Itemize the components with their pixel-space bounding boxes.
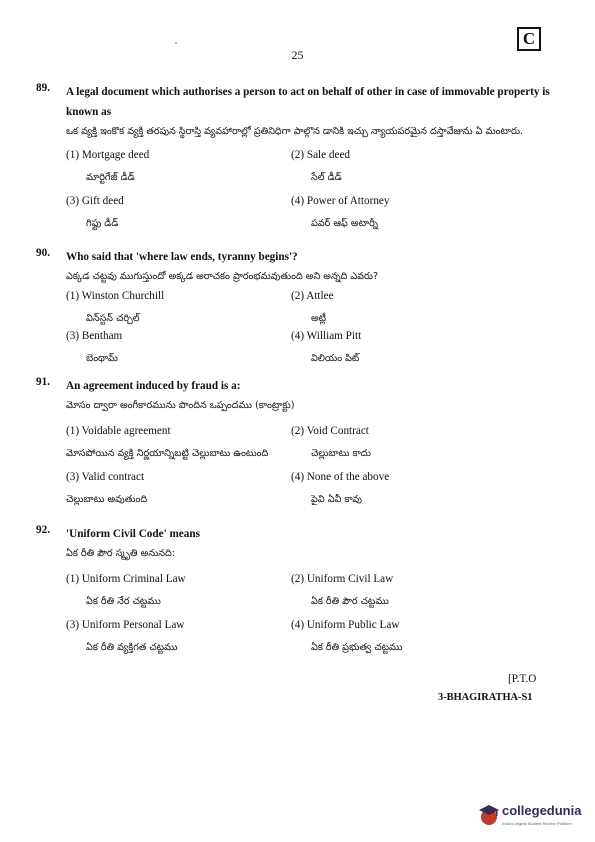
options [66, 287, 556, 377]
option-text-te: సేల్ డీడ్ [311, 172, 342, 183]
question-text-te: మోసం ద్వారా అంగీకారమును పొందిన ఒప్పందము (కాంట్రాక్టు) [66, 400, 295, 411]
option-text-en: Uniform Public Law [306, 619, 400, 631]
option-text-en: Sale deed [306, 149, 351, 161]
option-label: (1) [66, 425, 80, 437]
option-1 [66, 422, 316, 466]
pto-label: [P.T.O [508, 673, 537, 685]
option-text-te: మార్టిగేజ్ డీడ్ [86, 172, 135, 183]
option-text-te: విన్‌స్టన్ చర్చిల్ [86, 313, 140, 324]
option-text-te: విలియం పిట్ [311, 353, 360, 364]
option-label: (4) [291, 195, 305, 207]
option-text-en: Power of Attorney [306, 195, 390, 207]
option-text-en: Voidable agreement [81, 425, 171, 437]
option-text-te: అట్లీ [311, 313, 327, 324]
option-label: (3) [66, 619, 80, 631]
option-label: (3) [66, 330, 80, 342]
question-text-te: ఎక్కడ చట్టవు ముగుస్తుందో అక్కడ అరాచకం ప్రారంభమవుతుంది అని అన్నది ఎవరు? [66, 271, 379, 282]
option-label: (4) [291, 619, 305, 631]
option-text-te: చెల్లుబాటు అవుతుంది [66, 494, 148, 505]
option-text-en: Uniform Civil Law [306, 573, 394, 585]
option-text-en: Attlee [306, 290, 334, 302]
options [66, 564, 556, 654]
option-text-te: గిఫ్టు డీడ్ [86, 218, 119, 229]
page-number: 25 [291, 48, 304, 62]
question-92 [36, 524, 556, 654]
option-text-en: Void Contract [306, 425, 369, 437]
option-3 [66, 616, 316, 660]
booklet-code: 3-BHAGIRATHA-S1 [438, 692, 533, 703]
option-4 [291, 192, 541, 236]
option-2 [291, 146, 541, 190]
option-text-te: పవర్ ఆఫ్ అటార్నీ [311, 218, 378, 229]
question-text-te: ఏక రీతి పౌర స్మృతి అనునది: [66, 548, 176, 559]
question-number: 89. [36, 82, 50, 94]
option-label: (2) [291, 290, 305, 302]
option-label: (4) [291, 471, 305, 483]
option-text-en: Mortgage deed [81, 149, 150, 161]
option-2 [291, 287, 541, 331]
option-text-te: ఏక రీతి నేర చట్టము [86, 596, 161, 607]
watermark-tagline: India's largest Student Review Platform [502, 821, 572, 826]
question-text-en: Who said that 'where law ends, tyranny begins'? [66, 251, 298, 263]
option-text-en: None of the above [306, 471, 390, 483]
options [66, 416, 556, 506]
option-text-en: Uniform Criminal Law [81, 573, 186, 585]
option-1 [66, 570, 316, 614]
option-label: (1) [66, 573, 80, 585]
question-text-en: An agreement induced by fraud is a: [66, 380, 241, 392]
option-text-en: Winston Churchill [81, 290, 165, 302]
option-2 [291, 422, 541, 466]
question-number: 91. [36, 376, 50, 388]
option-3 [66, 468, 316, 512]
options [66, 142, 556, 232]
option-label: (1) [66, 290, 80, 302]
question-90 [36, 247, 556, 377]
question-91 [36, 376, 556, 506]
option-label: (2) [291, 573, 305, 585]
watermark-logo [478, 800, 590, 832]
option-label: (1) [66, 149, 80, 161]
option-text-en: Uniform Personal Law [81, 619, 185, 631]
option-label: (3) [66, 471, 80, 483]
option-text-te: పైవి ఏవీ కావు [311, 494, 362, 505]
option-text-te: ఏక రీతి ప్రభుత్వ చట్టము [311, 642, 403, 653]
option-text-te: ఏక రీతి వ్యక్తిగత చట్టము [86, 642, 178, 653]
option-label: (4) [291, 330, 305, 342]
question-text-en: A legal document which authorises a person to act on behalf of other in case of immovable property is known as [66, 86, 550, 118]
option-4 [291, 327, 541, 371]
option-text-en: William Pitt [306, 330, 362, 342]
question-text-en: 'Uniform Civil Code' means [66, 528, 200, 540]
option-2 [291, 570, 541, 614]
watermark-brand: collegedunia [502, 803, 582, 818]
option-text-te: బెంథామ్ [86, 353, 118, 364]
option-text-en: Valid contract [81, 471, 145, 483]
option-3 [66, 192, 316, 236]
option-text-te: చెల్లుబాటు కాదు [311, 448, 371, 459]
option-4 [291, 616, 541, 660]
scan-speck [175, 42, 177, 44]
set-code-box: C [517, 27, 541, 51]
question-text-te: ఒక వ్యక్తి ఇంకొక వ్యక్తి తరపున స్థిరాస్తి వ్యవహారాల్లో ప్రతినిధిగా పాల్గొన డానికి ఇచ్చు న్యాయపరమైన దస్తావేజును ఏ మంటారు. [66, 126, 524, 137]
option-1 [66, 146, 316, 190]
option-3 [66, 327, 316, 371]
option-4 [291, 468, 541, 512]
question-number: 90. [36, 247, 50, 259]
option-text-te: ఏక రీతి పౌర చట్టము [311, 596, 389, 607]
option-text-en: Gift deed [81, 195, 124, 207]
option-text-te: మోసపోయిన వ్యక్తి నిర్ణయాన్నిబట్టి చెల్లుబాటు ఉంటుంది [66, 448, 269, 459]
question-number: 92. [36, 524, 50, 536]
option-text-en: Bentham [81, 330, 123, 342]
question-89 [36, 82, 556, 232]
option-label: (2) [291, 425, 305, 437]
option-label: (2) [291, 149, 305, 161]
option-1 [66, 287, 316, 331]
option-label: (3) [66, 195, 80, 207]
graduate-cap-icon [478, 802, 500, 828]
